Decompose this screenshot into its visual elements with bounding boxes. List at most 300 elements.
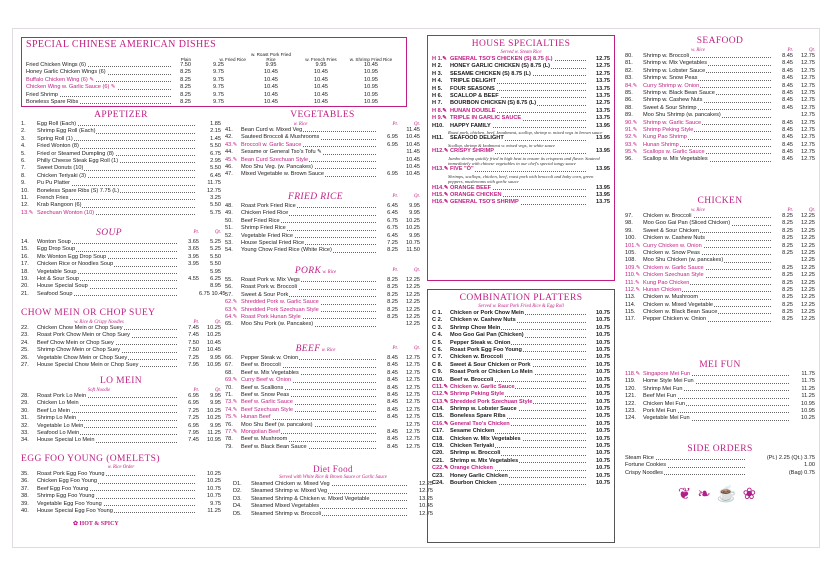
menu-item-row bbox=[225, 385, 420, 392]
menu-item-row bbox=[625, 149, 815, 156]
item-number: 54. bbox=[225, 247, 233, 254]
item-price-pint: 8.25 bbox=[387, 247, 398, 254]
item-name bbox=[450, 332, 586, 339]
item-number: 52. bbox=[225, 232, 233, 239]
special-dish-price: 8.25 bbox=[180, 84, 191, 91]
item-number: C 1. bbox=[432, 310, 443, 316]
item-price: 10.75 bbox=[596, 428, 610, 435]
item-price-pint: 6.75 bbox=[387, 225, 398, 232]
item-number: 96. bbox=[625, 156, 633, 163]
beef-pt-head: Pt. bbox=[392, 346, 398, 352]
item-number: 122. bbox=[625, 400, 636, 407]
item-name bbox=[241, 444, 376, 451]
menu-item-row bbox=[432, 421, 610, 428]
house-title: HOUSE SPECIALTIES bbox=[471, 39, 571, 49]
item-price-quart: 12.25 bbox=[801, 264, 815, 271]
item-name-text: Roast Pork Egg Foo Young bbox=[37, 471, 105, 477]
item-name bbox=[37, 180, 195, 187]
item-number: 93.✎ bbox=[625, 141, 638, 148]
item-price-pint: 8.25 bbox=[387, 299, 398, 306]
item-name-text: Scallop w. Mix Vegetables bbox=[643, 156, 708, 163]
soup-qt-head: Qt. bbox=[215, 230, 221, 236]
menu-item-row bbox=[625, 142, 815, 149]
item-number: C 2. bbox=[432, 317, 443, 324]
item-price-quart: 11.25 bbox=[207, 429, 221, 436]
item-name-text: Shredded Pork Szechuan Style bbox=[450, 398, 533, 405]
item-price-quart: 10.45 bbox=[406, 156, 420, 163]
item-price: 10.75 bbox=[596, 420, 610, 427]
item-price: 5.75 bbox=[210, 209, 221, 216]
lomein-qt-head: Qt. bbox=[215, 388, 221, 393]
item-price-pint: 3.65 bbox=[188, 239, 199, 245]
item-price: 12.25 bbox=[419, 481, 433, 487]
item-name bbox=[625, 462, 745, 469]
item-price-quart: 12.75 bbox=[406, 355, 420, 361]
item-price-pint: 8.45 bbox=[782, 104, 793, 111]
special-dish-price: 10.45 bbox=[314, 98, 328, 105]
item-number: 16. bbox=[21, 253, 29, 260]
menu-item-row bbox=[21, 347, 221, 354]
item-number: H 5. bbox=[432, 85, 443, 92]
house-specialties-box bbox=[427, 35, 615, 281]
item-name-text: Beef Egg Foo Young bbox=[37, 485, 89, 492]
item-name bbox=[450, 369, 586, 376]
special-dish-row bbox=[26, 99, 402, 106]
item-price-quart: 9.95 bbox=[409, 203, 420, 209]
item-name-text: Bean Curd w. Mixed Veg bbox=[241, 127, 303, 133]
item-name-text: Sweet Donuts (10) bbox=[37, 165, 84, 172]
item-name-text: Chicken Mei Fun bbox=[643, 400, 685, 407]
special-dish-price: 10.95 bbox=[364, 98, 378, 105]
special-dish-price: 10.45 bbox=[264, 76, 278, 83]
item-name bbox=[450, 148, 586, 155]
chopsticks-icon: ❦ bbox=[677, 486, 698, 504]
item-price-pint: 8.45 bbox=[782, 119, 793, 126]
chowmein-qt-head: Qt. bbox=[215, 320, 221, 325]
item-number: 5. bbox=[21, 150, 26, 157]
item-name bbox=[450, 443, 586, 450]
dietfood-list bbox=[233, 481, 433, 518]
hot-pepper-icon: ✿ bbox=[73, 521, 79, 528]
item-name bbox=[37, 347, 177, 354]
item-price: 10.75 bbox=[596, 324, 610, 331]
menu-item-row bbox=[625, 134, 815, 141]
item-price-quart: 12.75 bbox=[406, 384, 420, 391]
menu-item-row bbox=[225, 299, 420, 306]
item-price-pint: 8.25 bbox=[782, 309, 793, 316]
menu-item-row bbox=[432, 192, 610, 199]
item-price-quart: 9.95 bbox=[210, 354, 221, 361]
item-price-pint: 6.95 bbox=[387, 134, 398, 141]
item-name-text: Philly Cheese Steak Egg Roll (1) bbox=[37, 157, 119, 164]
item-name-text: Shrimp w. Snow Peas bbox=[643, 75, 698, 82]
special-dish-name bbox=[26, 77, 171, 84]
item-name bbox=[643, 257, 771, 264]
item-price-pint: 6.95 bbox=[387, 171, 398, 178]
menu-item-row bbox=[625, 156, 815, 163]
item-price-pint: 3.95 bbox=[188, 261, 199, 268]
item-name bbox=[450, 199, 586, 206]
menu-item-row bbox=[432, 166, 610, 173]
item-name-text: Shrimp Egg Roll (Each) bbox=[37, 128, 96, 135]
menu-item-row bbox=[21, 393, 221, 400]
menu-item-row bbox=[432, 391, 610, 398]
item-price: 10.75 bbox=[596, 376, 610, 383]
menu-item-row bbox=[432, 199, 610, 206]
combination-box bbox=[427, 289, 615, 543]
item-price-pint: 8.45 bbox=[782, 149, 793, 156]
item-price: 12.75 bbox=[419, 488, 433, 495]
item-number: 91.✎ bbox=[625, 126, 638, 133]
item-number: 39. bbox=[21, 500, 29, 507]
menu-item-row bbox=[225, 414, 420, 421]
item-name-text: Young Chow Fried Rice (White Rice) bbox=[241, 247, 332, 254]
chicken-pt-head: Pt. bbox=[787, 208, 793, 213]
item-price-quart: 9.95 bbox=[210, 393, 221, 399]
item-name bbox=[37, 188, 195, 195]
item-name bbox=[37, 239, 177, 246]
item-name bbox=[37, 430, 177, 437]
item-name-text: Shrimp w. Lobster Sauce bbox=[450, 406, 517, 413]
menu-item-row bbox=[225, 225, 420, 232]
item-name-text: Shrimp Peking Style bbox=[450, 391, 505, 398]
menu-item-row bbox=[225, 218, 420, 225]
item-name-text: Szechuan Wonton (10) bbox=[37, 209, 95, 216]
item-name bbox=[643, 112, 771, 119]
item-number: 15. bbox=[21, 246, 29, 253]
item-price: 12.75 bbox=[596, 70, 610, 77]
menu-item-row bbox=[432, 325, 610, 332]
item-number: 76. bbox=[225, 421, 233, 428]
item-price-quart: 5.50 bbox=[210, 253, 221, 260]
item-price: 10.95 bbox=[801, 407, 815, 414]
menu-item-row bbox=[21, 283, 221, 290]
menu-item-row bbox=[21, 269, 221, 276]
special-dish-row bbox=[26, 92, 402, 99]
item-number: H13.✎ bbox=[432, 166, 449, 173]
item-name-text: Steamed Chicken w. Mixed Veg bbox=[251, 481, 330, 487]
item-number: 53. bbox=[225, 239, 233, 246]
item-name bbox=[251, 503, 407, 510]
special-dish-name-text: Fried Shrimp bbox=[26, 91, 59, 98]
item-name-text: Chicken w. Black Bean Sauce bbox=[643, 309, 718, 316]
item-name-text: Chicken w. Broccoli bbox=[643, 213, 692, 219]
menu-item-row bbox=[432, 71, 610, 78]
item-number: 44. bbox=[225, 149, 233, 156]
item-price: 13.75 bbox=[596, 199, 610, 206]
item-price-quart: 11.50 bbox=[406, 247, 420, 254]
item-price: 12.75 bbox=[207, 187, 221, 194]
item-number: 35. bbox=[21, 471, 29, 477]
special-dish-name bbox=[26, 62, 171, 69]
menu-item-row bbox=[625, 386, 815, 393]
item-price-pint: 6.45 bbox=[387, 232, 398, 239]
item-name-text: Vegetable Egg Foo Young bbox=[37, 500, 102, 507]
menu-item-row bbox=[21, 202, 221, 209]
item-name bbox=[643, 371, 789, 378]
item-price-quart: 12.75 bbox=[406, 399, 420, 406]
menu-item-row bbox=[625, 243, 815, 250]
item-number: 48. bbox=[225, 203, 233, 209]
item-number: C16.✎ bbox=[432, 420, 449, 427]
item-price: 10.75 bbox=[596, 435, 610, 442]
item-name bbox=[450, 458, 586, 465]
item-number: 101.✎ bbox=[625, 242, 641, 249]
item-name bbox=[643, 156, 771, 163]
item-number: 108. bbox=[625, 257, 636, 264]
item-price-pint: 8.25 bbox=[387, 313, 398, 320]
pork-title: PORK bbox=[294, 266, 322, 276]
item-price-quart: 12.75 bbox=[406, 443, 420, 450]
item-price-quart: 12.25 bbox=[801, 242, 815, 249]
item-name-text: Pu Pu Platter bbox=[37, 180, 70, 187]
item-number: H 4. bbox=[432, 78, 443, 85]
item-number: 42. bbox=[225, 134, 233, 141]
item-price-quart: 12.75 bbox=[406, 377, 420, 384]
item-name-text: Chicken Teriyaki (3) bbox=[37, 172, 87, 179]
item-price-quart: 10.95 bbox=[207, 437, 221, 444]
menu-item-row bbox=[432, 362, 610, 369]
menu-item-row bbox=[21, 471, 221, 478]
item-name bbox=[643, 316, 771, 323]
item-name bbox=[241, 127, 376, 134]
menu-item-row bbox=[625, 250, 815, 257]
item-description: Shrimps, scallops, chicken, beef, roast pork with broccoli and baby corn, green peppers, mushrooms with garlic sauce bbox=[448, 173, 594, 185]
menu-item-row bbox=[225, 210, 420, 217]
item-price-pint: 8.45 bbox=[387, 362, 398, 369]
item-price-quart: 12.25 bbox=[406, 284, 420, 291]
item-name bbox=[450, 340, 586, 347]
item-name bbox=[241, 370, 376, 377]
item-number: 7. bbox=[21, 165, 26, 172]
item-price: 13.75 bbox=[596, 85, 610, 92]
special-dish-name-text: Honey Garlic Chicken Wings (6) bbox=[26, 69, 106, 76]
special-dish-name bbox=[26, 99, 171, 106]
item-name-text: Fried Wonton (8) bbox=[37, 143, 79, 150]
item-price: 6.75 bbox=[210, 150, 221, 157]
item-price-pint: 6.45 bbox=[387, 203, 398, 209]
item-name bbox=[37, 325, 177, 332]
item-name-text: BOURBON CHICKEN (S) 8.75 (L) bbox=[450, 100, 537, 107]
item-name bbox=[37, 355, 177, 362]
menu-item-row bbox=[21, 165, 221, 172]
item-name bbox=[37, 501, 195, 508]
item-name-text: Bourbon Chicken bbox=[450, 479, 497, 486]
menu-item-row bbox=[233, 481, 433, 488]
friedrice-section bbox=[225, 191, 420, 255]
item-number: C 4. bbox=[432, 332, 443, 339]
item-price-quart: 10.75 bbox=[406, 239, 420, 246]
seafood-pt-head: Pt. bbox=[787, 48, 793, 53]
item-price-pint: 8.45 bbox=[782, 75, 793, 82]
item-name bbox=[241, 225, 376, 232]
menu-item-row bbox=[225, 292, 420, 299]
soup-header bbox=[21, 227, 221, 239]
menu-item-row bbox=[625, 75, 815, 82]
item-number: 29. bbox=[21, 400, 29, 407]
item-price-pint: 7.25 bbox=[188, 407, 199, 414]
menu-item-row bbox=[625, 294, 815, 301]
item-price-quart: 10.25 bbox=[207, 407, 221, 414]
item-price-pint: 8.45 bbox=[387, 369, 398, 376]
item-number: H 6. bbox=[432, 92, 443, 99]
item-name-text: Sweet & Sour Shrimp bbox=[643, 104, 697, 111]
beef-title: BEEF bbox=[295, 344, 321, 354]
menu-item-row bbox=[432, 377, 610, 384]
special-dish-price: 9.75 bbox=[213, 98, 224, 105]
item-price-quart: 11.45 bbox=[406, 127, 420, 133]
item-number: 33. bbox=[21, 429, 29, 436]
item-name bbox=[450, 450, 586, 457]
item-name bbox=[643, 401, 789, 408]
friedrice-pt-head: Pt. bbox=[392, 194, 398, 200]
item-price-quart: 5.50 bbox=[210, 261, 221, 268]
item-price-quart: 12.75 bbox=[801, 156, 815, 163]
vegetables-section bbox=[225, 109, 420, 179]
special-dish-name-text: Buffalo Chicken Wing (6) ✎ bbox=[26, 76, 95, 83]
item-name bbox=[37, 143, 195, 150]
item-price: 10.95 bbox=[801, 400, 815, 407]
item-name-text: Steamed Mixed Vegetables bbox=[251, 503, 320, 510]
item-name bbox=[450, 480, 586, 487]
item-number: 88. bbox=[625, 104, 633, 111]
item-name bbox=[450, 123, 586, 130]
item-name bbox=[450, 465, 586, 472]
item-number: 23. bbox=[21, 332, 29, 339]
menu-sheet bbox=[12, 28, 820, 548]
item-number: 3. bbox=[21, 135, 26, 142]
item-name bbox=[450, 354, 586, 361]
item-price-quart: 5.25 bbox=[210, 239, 221, 245]
item-price-pint: 6.95 bbox=[188, 400, 199, 407]
item-number: C13.✎ bbox=[432, 398, 449, 405]
special-dish-price: 10.45 bbox=[314, 69, 328, 76]
item-name bbox=[241, 392, 376, 399]
menu-item-row bbox=[625, 470, 815, 477]
item-price-quart: 12.75 bbox=[406, 436, 420, 443]
item-number: 66. bbox=[225, 355, 233, 361]
item-name bbox=[37, 269, 177, 276]
item-name-text: Sesame Chicken bbox=[450, 428, 495, 435]
item-price-quart: 12.25 bbox=[801, 227, 815, 234]
item-name bbox=[643, 142, 771, 149]
menu-item-row bbox=[21, 151, 221, 158]
item-name bbox=[251, 511, 407, 518]
item-price-quart: 12.75 bbox=[801, 149, 815, 156]
menu-item-row bbox=[625, 302, 815, 309]
item-number: D4. bbox=[233, 503, 242, 510]
item-price-quart: 12.75 bbox=[801, 141, 815, 148]
item-name-text: Honey Garlic Chicken bbox=[450, 472, 508, 479]
item-name-text: Chicken or Pork Chow Mein bbox=[450, 310, 524, 316]
item-name bbox=[37, 136, 195, 143]
item-price: (Pt.) 2.25 (Qt.) 3.75 bbox=[766, 455, 815, 461]
item-name-text: Shrimp w. Broccoli bbox=[450, 450, 501, 457]
item-number: C15. bbox=[432, 413, 444, 420]
special-header-french-fries: w. French Fries bbox=[305, 56, 337, 62]
item-number: 78. bbox=[225, 436, 233, 443]
item-name bbox=[241, 307, 376, 314]
combo-sub: Served w. Roast Pork Fried Rice & Egg Roll bbox=[478, 304, 564, 309]
item-number: C 6. bbox=[432, 346, 443, 353]
menu-item-row bbox=[21, 423, 221, 430]
item-name-text: Chicken Fried Rice bbox=[241, 210, 289, 217]
item-name bbox=[450, 317, 586, 324]
special-dish-price: 9.25 bbox=[213, 62, 224, 68]
item-name-text: Broccoli w. Garlic Sauce bbox=[241, 141, 302, 148]
item-name bbox=[251, 488, 407, 495]
item-number: C10. bbox=[432, 376, 444, 383]
item-price-quart: 10.25 bbox=[406, 225, 420, 232]
item-name-text: Beef w. Black Bean Sauce bbox=[241, 443, 307, 450]
item-price: 10.25 bbox=[207, 471, 221, 477]
item-name-text: SEAFOOD DELIGHT bbox=[450, 135, 504, 142]
special-dish-price: 9.95 bbox=[315, 62, 327, 68]
item-name bbox=[241, 240, 376, 247]
item-name-text: Boneless Spare Ribs (S) 7.75 (L) bbox=[37, 187, 120, 194]
menu-item-row bbox=[432, 480, 610, 487]
item-name-text: Fortune Cookies bbox=[625, 462, 667, 469]
item-price: 10.25 bbox=[207, 478, 221, 485]
vegetables-list bbox=[225, 127, 420, 179]
item-price-quart: 12.25 bbox=[801, 301, 815, 308]
item-price-pint: 7.50 bbox=[188, 339, 199, 346]
item-price-pint: 8.25 bbox=[782, 279, 793, 286]
item-price-pint: 8.45 bbox=[782, 67, 793, 74]
item-number: H10. bbox=[432, 122, 444, 129]
item-name bbox=[251, 481, 407, 488]
special-dish-price: 10.45 bbox=[314, 76, 328, 83]
menu-item-row bbox=[21, 332, 221, 339]
item-price-pint: 8.45 bbox=[387, 406, 398, 413]
item-name-text: Orange Chicken bbox=[450, 465, 493, 472]
meifun-section bbox=[625, 359, 815, 423]
item-name bbox=[625, 470, 745, 477]
menu-item-row bbox=[21, 128, 221, 135]
item-name bbox=[241, 203, 376, 210]
special-dishes-list bbox=[26, 62, 402, 106]
menu-item-row bbox=[432, 310, 610, 317]
item-number: 119. bbox=[625, 378, 636, 385]
item-name-text: Pepper Steak w. Onion bbox=[450, 339, 511, 346]
menu-item-row bbox=[21, 210, 221, 217]
eggfoo-section bbox=[21, 453, 221, 529]
item-number: 10. bbox=[21, 187, 29, 194]
item-price: 2.95 bbox=[210, 157, 221, 164]
item-price-quart: 6.75 10.45 bbox=[199, 290, 226, 297]
item-number: 28. bbox=[21, 393, 29, 399]
item-name bbox=[450, 391, 586, 398]
item-name bbox=[450, 100, 586, 107]
item-name bbox=[450, 421, 586, 428]
item-name-text: Kung Pao Shrimp bbox=[643, 134, 687, 141]
item-number: 114. bbox=[625, 301, 636, 308]
item-number: 97. bbox=[625, 213, 633, 219]
sideorders-list bbox=[625, 455, 815, 477]
menu-item-row bbox=[21, 246, 221, 253]
item-price: 5.50 bbox=[210, 143, 221, 150]
item-price: 10.75 bbox=[596, 346, 610, 353]
item-number: 46. bbox=[225, 163, 233, 170]
item-number: 9. bbox=[21, 180, 26, 187]
menu-item-row bbox=[233, 496, 433, 503]
item-name-text: Beef w. Mix Vegetables bbox=[241, 369, 299, 376]
menu-item-row bbox=[21, 478, 221, 485]
special-dishes-headers bbox=[26, 51, 402, 62]
item-name bbox=[251, 496, 407, 503]
special-dish-name-text: Fried Chicken Wings (6) bbox=[26, 62, 86, 68]
item-price-quart: 10.25 bbox=[207, 332, 221, 339]
